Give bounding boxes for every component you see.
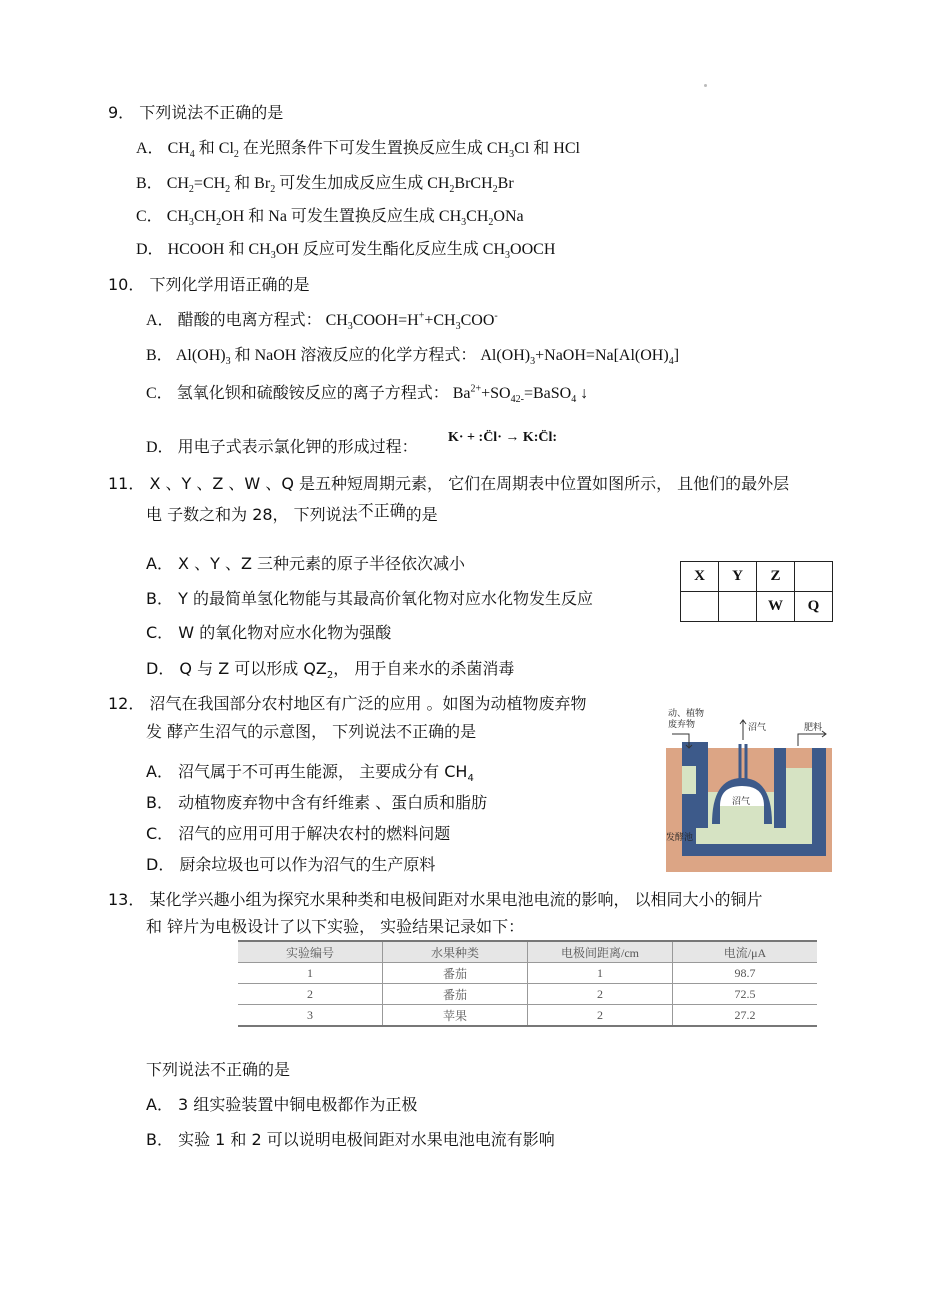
outlet-pipe-wall	[774, 748, 786, 828]
table-row	[238, 984, 817, 1005]
grid-cell	[681, 592, 719, 622]
q11-stem-line2: 电 子数之和为 28， 下列说法不正确的是	[146, 501, 438, 524]
q13-stem-line1: 13． 某化学兴趣小组为探究水果种类和电极间距对水果电池电流的影响， 以相同大小的铜片	[108, 890, 763, 909]
q10-stem: 10． 下列化学用语正确的是	[108, 275, 310, 294]
q9-option-c: C． $CH_3CH_2OH$ 和 Na 可发生置换反应生成 $CH_3CH_2ONa$	[136, 208, 524, 229]
label-gas-top: 沼气	[748, 723, 767, 733]
table-header: 电流/μA	[673, 941, 818, 963]
label-gas-dome: 沼气	[732, 797, 751, 807]
electron-formula: K· + :C̈l· → K:C̈l:	[448, 430, 558, 445]
table-header: 电极间距离/cm	[528, 941, 673, 963]
q11-option-d: D． Q 与 Z 可以形成 $QZ_2$， 用于自来水的杀菌消毒	[146, 659, 515, 682]
slurry-outlet	[786, 768, 812, 794]
q12-stem-line1: 12． 沼气在我国部分农村地区有广泛的应用 。如图为动植物废弃物	[108, 694, 587, 713]
table-cell: 98.7	[673, 963, 818, 984]
inlet-pipe-wall	[696, 742, 708, 828]
grid-cell: Q	[795, 592, 833, 622]
q12-option-c: C． 沼气的应用可用于解决农村的燃料问题	[146, 824, 451, 843]
q13-option-a: A． 3 组实验装置中铜电极都作为正极	[146, 1095, 418, 1114]
q13-option-b: B． 实验 1 和 2 可以说明电极间距对水果电池电流有影响	[146, 1130, 555, 1149]
grid-cell: X	[681, 562, 719, 592]
table-row	[238, 963, 817, 984]
q12-option-d: D． 厨余垃圾也可以作为沼气的生产原料	[146, 855, 436, 874]
page-mark	[704, 84, 707, 87]
q11-option-b: B． Y 的最简单氢化物能与其最高价氧化物对应水化物发生反应	[146, 589, 593, 608]
table-header: 实验编号	[238, 941, 383, 963]
q9-option-b: B． $CH_2=CH_2$ 和 $Br_2$ 可发生加成反应生成 $CH_2BrCH_2Br$	[136, 175, 514, 196]
table-cell: 番茄	[383, 984, 528, 1005]
q9-option-d: D． HCOOH 和 $CH_3OH$ 反应可发生酯化反应生成 $CH_3OOCH$	[136, 241, 556, 262]
experiment-table	[238, 940, 817, 1027]
table-cell: 2	[528, 984, 673, 1005]
periodic-table-fragment	[680, 561, 833, 622]
gas-arrow-icon	[740, 720, 746, 740]
q10-option-d: D． 用电子式表示氯化钾的形成过程：	[146, 439, 418, 456]
q13-stem-line2: 和 锌片为电极设计了以下实验， 实验结果记录如下：	[146, 917, 525, 936]
table-cell: 2	[238, 984, 383, 1005]
q9-option-a: A． $CH_4$ 和 $Cl_2$ 在光照条件下可发生置换反应生成 $CH_3Cl$ 和 HCl	[136, 140, 580, 161]
q11-option-a: A． X 、Y 、Z 三种元素的原子半径依次减小	[146, 554, 466, 573]
table-cell: 1	[238, 963, 383, 984]
grid-cell	[795, 562, 833, 592]
biogas-digester-figure	[662, 706, 834, 874]
slurry-inlet	[682, 766, 696, 794]
q12-stem-line2: 发 酵产生沼气的示意图， 下列说法不正确的是	[146, 722, 477, 741]
table-cell: 番茄	[383, 963, 528, 984]
table-header: 水果种类	[383, 941, 528, 963]
slurry-under-dome	[720, 806, 764, 826]
q11-option-c: C． W 的氧化物对应水化物为强酸	[146, 623, 392, 642]
label-waste-line2: 废弃物	[668, 720, 696, 730]
grid-cell: Z	[757, 562, 795, 592]
table-cell: 27.2	[673, 1005, 818, 1027]
q12-option-b: B． 动植物废弃物中含有纤维素 、蛋白质和脂肪	[146, 793, 488, 812]
table-row	[238, 1005, 817, 1027]
label-tank: 发酵池	[666, 833, 694, 843]
table-cell: 3	[238, 1005, 383, 1027]
q10-option-a: A． 醋酸的电离方程式： $CH_3COOH=H^++CH_3COO^-$	[146, 310, 498, 333]
table-cell: 1	[528, 963, 673, 984]
table-cell: 72.5	[673, 984, 818, 1005]
table-cell: 苹果	[383, 1005, 528, 1027]
q13-stem-line3: 下列说法不正确的是	[146, 1060, 291, 1079]
label-fertilizer: 肥料	[804, 723, 823, 733]
q9-stem: 9． 下列说法不正确的是	[108, 103, 284, 122]
grid-cell: Y	[719, 562, 757, 592]
grid-cell: W	[757, 592, 795, 622]
q12-option-a: A． 沼气属于不可再生能源， 主要成分有 $CH_4$	[146, 762, 474, 785]
grid-cell	[719, 592, 757, 622]
q10-option-c: C． 氢氧化钡和硫酸铵反应的离子方程式： $Ba^{2+}+SO_{42-}=BaSO_4$ ↓	[146, 383, 589, 406]
table-cell: 2	[528, 1005, 673, 1027]
label-waste-line1: 动、植物	[668, 709, 705, 719]
output-arrow-icon	[798, 731, 826, 746]
q10-option-b: B． $Al(OH)_3$ 和 NaOH 溶液反应的化学方程式： $Al(OH)_3+NaOH=Na[Al(OH)_4]$	[146, 347, 680, 368]
q11-stem-line1: 11． X 、Y 、Z 、W 、Q 是五种短周期元素， 它们在周期表中位置如图所示， 且他们的最外层	[108, 474, 790, 493]
